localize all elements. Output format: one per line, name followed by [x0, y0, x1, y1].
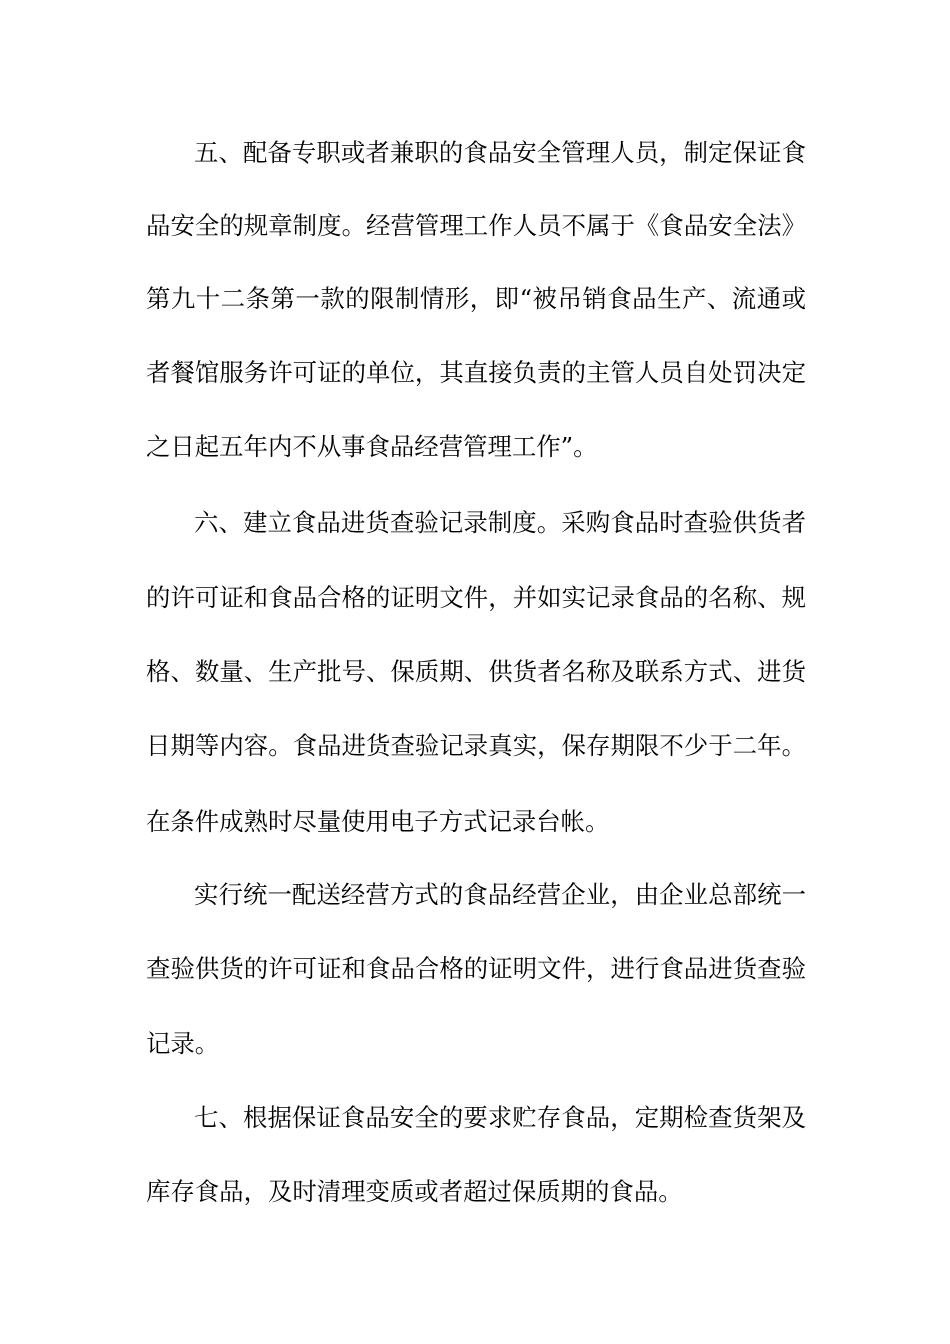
paragraph-6b-line-1: 实行统一配送经营方式的食品经营企业，由企业总部统一: [194, 880, 806, 909]
paragraph-5-line-4: 者餐馆服务许可证的单位，其直接负责的主管人员自处罚决定: [146, 358, 806, 387]
paragraph-6-line-2: 的许可证和食品合格的证明文件，并如实记录食品的名称、规: [146, 583, 806, 612]
paragraph-7-line-2: 库存食品，及时清理变质或者超过保质期的食品。: [146, 1177, 683, 1206]
paragraph-5-line-3: 第九十二条第一款的限制情形，即“被吊销食品生产、流通或: [146, 284, 806, 313]
paragraph-6-line-5: 在条件成熟时尽量使用电子方式记录台帐。: [146, 807, 610, 836]
paragraph-5-line-5: 之日起五年内不从事食品经营管理工作”。: [146, 432, 598, 461]
paragraph-5-line-1: 五、配备专职或者兼职的食品安全管理人员，制定保证食: [194, 138, 806, 167]
paragraph-6-line-1: 六、建立食品进货查验记录制度。采购食品时查验供货者: [194, 508, 806, 537]
paragraph-6b-line-3: 记录。: [146, 1029, 220, 1058]
paragraph-6b-line-2: 查验供货的许可证和食品合格的证明文件，进行食品进货查验: [146, 954, 806, 983]
paragraph-5-line-2: 品安全的规章制度。经营管理工作人员不属于《食品安全法》: [146, 211, 806, 240]
paragraph-6-line-4: 日期等内容。食品进货查验记录真实，保存期限不少于二年。: [146, 731, 806, 760]
paragraph-7-line-1: 七、根据保证食品安全的要求贮存食品，定期检查货架及: [194, 1103, 806, 1132]
paragraph-6-line-3: 格、数量、生产批号、保质期、供货者名称及联系方式、进货: [146, 657, 806, 686]
